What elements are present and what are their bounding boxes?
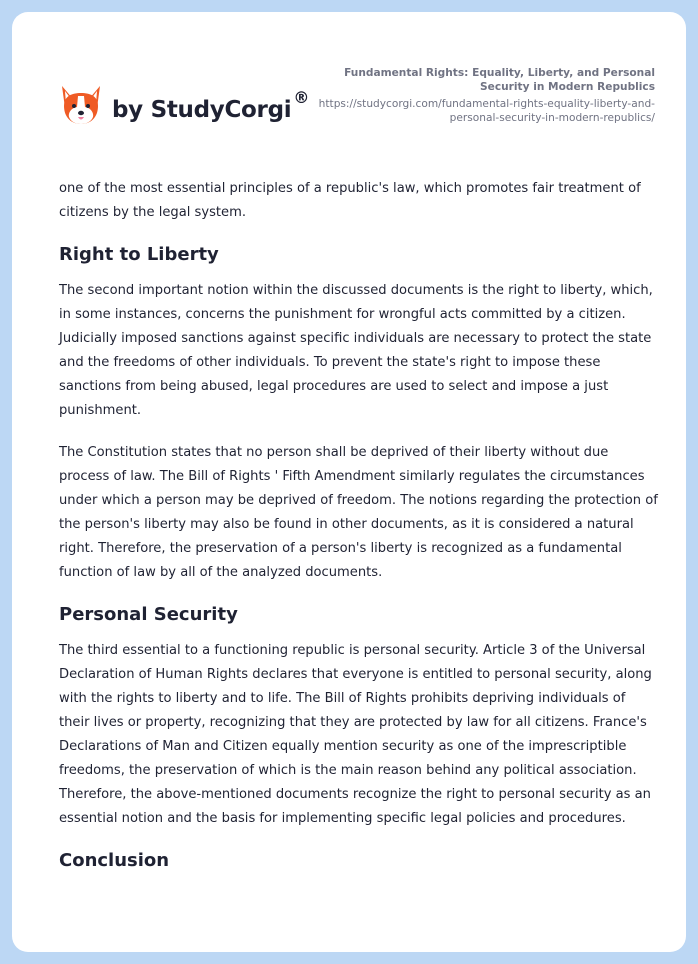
document-page (12, 12, 686, 952)
heading-right-to-liberty: Right to Liberty (59, 244, 219, 265)
heading-personal-security: Personal Security (59, 604, 238, 625)
liberty-paragraph-1: The second important notion within the discussed documents is the right to liberty, which, in some instances, concerns the punishment for wrongful acts committed by a citizen. Judicially imposed sanctions against specific individuals are necessary to protect the state and the freedoms of other individuals. To prevent the state's right to impose these sanctions from being abused, legal procedures are used to select and impose a just punishment. (59, 283, 653, 418)
document-title: Fundamental Rights: Equality, Liberty, and Personal Security in Modern Republics (344, 67, 655, 93)
corgi-icon (60, 84, 102, 130)
article-body (59, 177, 659, 885)
registered-mark: ® (293, 87, 310, 107)
liberty-paragraph-2: The Constitution states that no person shall be deprived of their liberty without due process of law. The Bill of Rights ' Fifth Amendment similarly regulates the circumstances under which a person may be deprived of freedom. The notions regarding the protection of the person's liberty may also be found in other documents, as it is considered a natural right. Therefore, the preservation of a person's liberty is recognized as a fundamental function of law by all of the analyzed documents. (59, 445, 658, 580)
brand-name: by StudyCorgi (112, 97, 292, 123)
document-url[interactable]: https://studycorgi.com/fundamental-rights-equality-liberty-and-personal-security-in-modern-republics/ (318, 98, 655, 124)
security-paragraph-1: The third essential to a functioning republic is personal security. Article 3 of the Universal Declaration of Human Rights declares that everyone is entitled to personal security, along with the rights to liberty and to life. The Bill of Rights prohibits depriving individuals of their lives or property, recognizing that they are protected by law for all citizens. France's Declarations of Man and Citizen equally mention security as one of the imprescriptible freedoms, the preservation of which is the main reason behind any political association. Therefore, the above-mentioned documents recognize the right to personal security as an essential notion and the basis for implementing specific legal policies and procedures. (59, 643, 652, 826)
intro-paragraph: one of the most essential principles of a republic's law, which promotes fair treatment of citizens by the legal system. (59, 181, 641, 220)
studycorgi-logo[interactable] (60, 76, 309, 138)
heading-conclusion: Conclusion (59, 850, 170, 871)
document-meta (315, 66, 655, 125)
